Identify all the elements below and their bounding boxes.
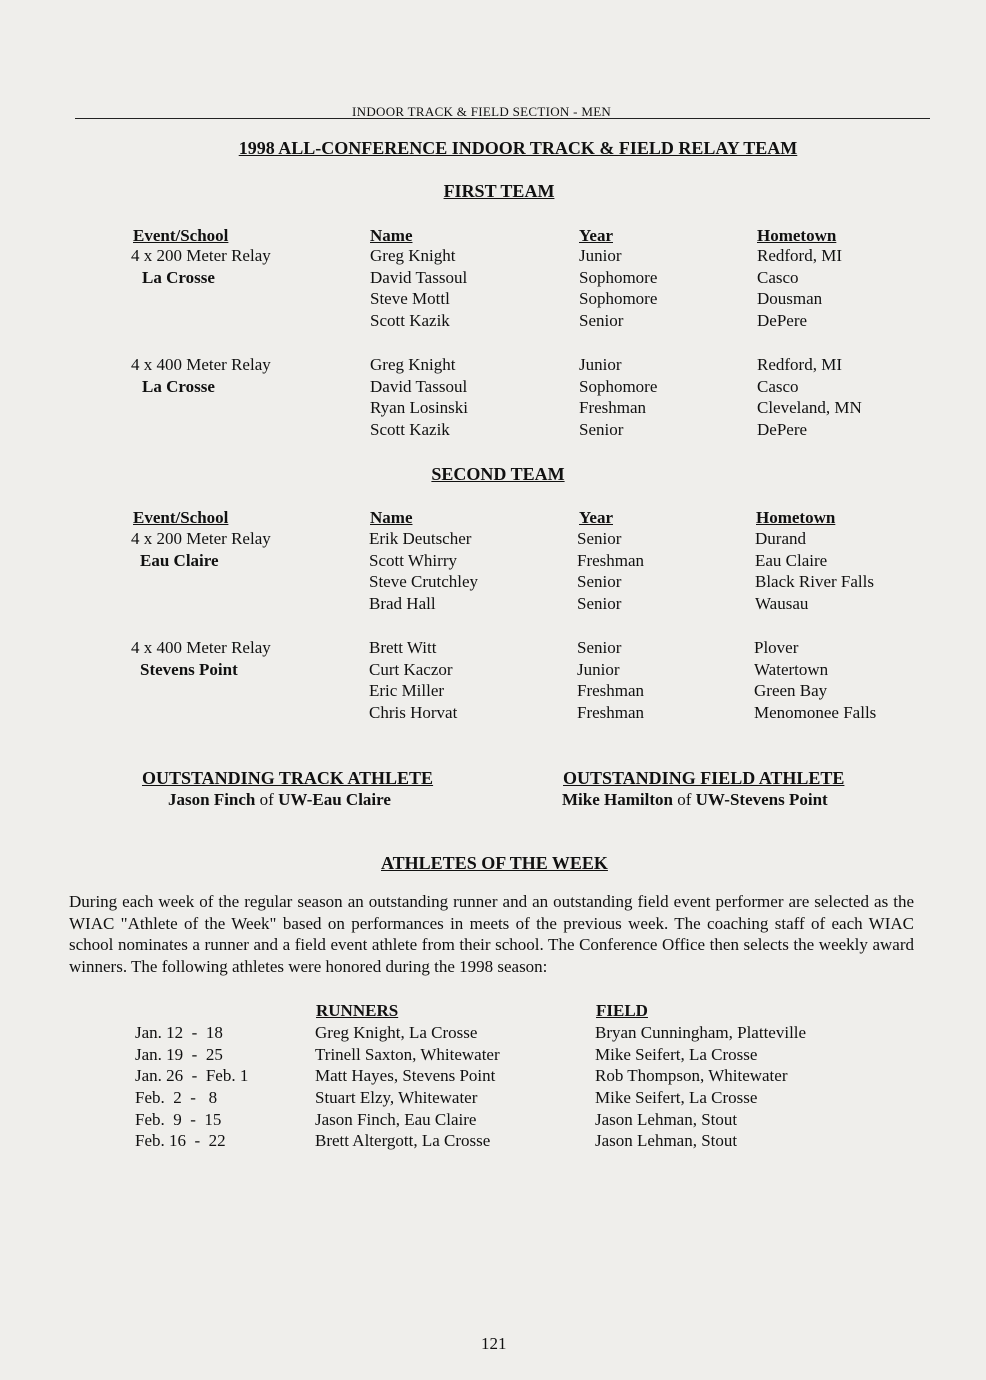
week-dates: Jan. 19 - 25 — [135, 1044, 223, 1064]
outstanding-field-of: of — [677, 790, 692, 809]
week-runner: Stuart Elzy, Whitewater — [315, 1088, 478, 1108]
section-header: INDOOR TRACK & FIELD SECTION - MEN — [352, 104, 612, 119]
athlete-name: Eric Miller — [369, 681, 445, 701]
athlete-year: Junior — [579, 246, 622, 265]
first-team-title: FIRST TEAM — [443, 181, 555, 201]
relay-event: 4 x 400 Meter Relay — [131, 355, 271, 374]
athlete-year: Junior — [577, 659, 620, 679]
week-runner: Greg Knight, La Crosse — [315, 1023, 478, 1042]
outstanding-track-athlete — [168, 790, 391, 810]
outstanding-field-name: Mike Hamilton — [562, 790, 673, 809]
athlete-name: Greg Knight — [370, 246, 456, 265]
week-dates: Feb. 16 - 22 — [135, 1131, 226, 1151]
week-runner: Matt Hayes, Stevens Point — [315, 1066, 496, 1086]
relay-names — [370, 354, 468, 441]
athlete-name: Steve Crutchley — [369, 572, 479, 592]
relay-school: La Crosse — [142, 267, 215, 287]
athlete-year: Freshman — [577, 550, 645, 570]
relay-years — [577, 528, 644, 615]
athlete-hometown: Durand — [755, 529, 806, 548]
athlete-name: Scott Kazik — [370, 311, 450, 331]
athlete-hometown: Eau Claire — [755, 550, 828, 570]
athlete-name: Brad Hall — [369, 594, 436, 614]
week-dates-column — [135, 1022, 248, 1152]
athlete-year: Sophomore — [579, 267, 658, 287]
athlete-hometown: Cleveland, MN — [757, 398, 862, 418]
outstanding-field-school: UW-Stevens Point — [695, 790, 828, 809]
col-name-header: Name — [370, 508, 413, 527]
relay-event-cell — [131, 354, 271, 397]
athlete-year: Senior — [577, 529, 622, 548]
athlete-year: Sophomore — [579, 376, 658, 396]
athlete-year: Senior — [579, 420, 624, 440]
relay-event-cell — [131, 637, 271, 680]
field-column — [595, 1022, 806, 1152]
athlete-name: Brett Witt — [369, 638, 437, 657]
week-field: Bryan Cunningham, Platteville — [595, 1023, 807, 1042]
col-event-header: Event/School — [133, 226, 229, 245]
athlete-hometown: Watertown — [754, 659, 829, 679]
relay-event: 4 x 200 Meter Relay — [131, 246, 271, 265]
athlete-name: David Tassoul — [370, 376, 468, 396]
athlete-name: Greg Knight — [370, 355, 456, 374]
col-year-header: Year — [579, 226, 613, 245]
relay-names — [370, 245, 467, 332]
athlete-hometown: DePere — [757, 311, 808, 331]
athlete-hometown: Redford, MI — [757, 246, 842, 265]
week-field: Jason Lehman, Stout — [595, 1131, 738, 1151]
relay-school: Eau Claire — [140, 550, 219, 570]
athlete-year: Junior — [579, 355, 622, 374]
relay-school: Stevens Point — [140, 659, 238, 679]
athlete-hometown: DePere — [757, 420, 808, 440]
outstanding-track-school: UW-Eau Claire — [278, 790, 391, 809]
relay-years — [579, 245, 657, 332]
athlete-name: Ryan Losinski — [370, 398, 469, 418]
athlete-year: Freshman — [579, 398, 647, 418]
col-year-header: Year — [579, 508, 613, 527]
header-rule — [75, 118, 930, 119]
relay-event: 4 x 200 Meter Relay — [131, 529, 271, 548]
athlete-hometown: Plover — [754, 638, 799, 657]
week-dates: Jan. 26 - Feb. 1 — [135, 1066, 249, 1086]
athlete-year: Freshman — [577, 703, 645, 723]
athlete-year: Senior — [577, 594, 622, 614]
relay-school: La Crosse — [142, 376, 215, 396]
outstanding-track-of: of — [259, 790, 274, 809]
col-hometown-header: Hometown — [756, 508, 836, 527]
relay-hometowns — [757, 245, 842, 332]
athlete-name: Curt Kaczor — [369, 659, 453, 679]
relay-years — [579, 354, 657, 441]
outstanding-field-athlete — [562, 790, 828, 810]
week-field: Rob Thompson, Whitewater — [595, 1066, 788, 1086]
relay-event: 4 x 400 Meter Relay — [131, 638, 271, 657]
athlete-name: Scott Whirry — [369, 550, 457, 570]
week-dates: Feb. 2 - 8 — [135, 1088, 218, 1108]
relay-names — [369, 637, 457, 724]
col-event-header: Event/School — [133, 508, 229, 527]
week-field: Jason Lehman, Stout — [595, 1109, 738, 1129]
runners-header: RUNNERS — [316, 1001, 399, 1020]
col-name-header: Name — [370, 226, 413, 245]
week-runner: Jason Finch, Eau Claire — [315, 1109, 477, 1129]
relay-names — [369, 528, 478, 615]
relay-event-cell — [131, 245, 271, 288]
athlete-hometown: Menomonee Falls — [754, 703, 877, 723]
relay-hometowns — [755, 528, 874, 615]
athlete-name: Steve Mottl — [370, 289, 450, 309]
relay-hometowns — [757, 354, 862, 441]
week-field: Mike Seifert, La Crosse — [595, 1044, 758, 1064]
athlete-name: Erik Deutscher — [369, 529, 472, 548]
athlete-hometown: Dousman — [757, 289, 823, 309]
athlete-name: David Tassoul — [370, 267, 468, 287]
week-runner: Brett Altergott, La Crosse — [315, 1131, 491, 1151]
athlete-year: Senior — [579, 311, 624, 331]
athletes-of-week-paragraph: During each week of the regular season an outstanding runner and an outstanding field event performer are selected as the WIAC "Athlete of the Week" based on performances in meets of the previous week. The coaching staff of each WIAC school nominates a runner and a field event athlete from their school. The Conference Office then selects the weekly award winners. The following athletes were honored during the 1998 season: — [69, 892, 914, 976]
athletes-of-week-title: ATHLETES OF THE WEEK — [381, 853, 608, 873]
athlete-year: Senior — [577, 638, 622, 657]
week-field: Mike Seifert, La Crosse — [595, 1088, 758, 1108]
outstanding-track-title: OUTSTANDING TRACK ATHLETE — [142, 768, 434, 788]
page-title: 1998 ALL-CONFERENCE INDOOR TRACK & FIELD RELAY TEAM — [238, 138, 798, 158]
week-dates: Jan. 12 - 18 — [135, 1023, 223, 1042]
athlete-hometown: Wausau — [755, 594, 809, 614]
outstanding-field-title: OUTSTANDING FIELD ATHLETE — [563, 768, 845, 788]
athlete-year: Sophomore — [579, 289, 658, 309]
athlete-year: Senior — [577, 572, 622, 592]
athlete-name: Scott Kazik — [370, 420, 450, 440]
week-dates: Feb. 9 - 15 — [135, 1109, 222, 1129]
second-team-title: SECOND TEAM — [431, 464, 565, 484]
athlete-year: Freshman — [577, 681, 645, 701]
athlete-hometown: Black River Falls — [755, 572, 874, 592]
week-runner: Trinell Saxton, Whitewater — [315, 1044, 500, 1064]
outstanding-track-name: Jason Finch — [168, 790, 256, 809]
athlete-name: Chris Horvat — [369, 703, 458, 723]
col-hometown-header: Hometown — [757, 226, 837, 245]
runners-column — [315, 1022, 500, 1152]
relay-event-cell — [131, 528, 271, 571]
relay-hometowns — [754, 637, 876, 724]
athlete-hometown: Casco — [757, 376, 799, 396]
athlete-hometown: Casco — [757, 267, 799, 287]
relay-years — [577, 637, 644, 724]
athlete-hometown: Redford, MI — [757, 355, 842, 374]
athlete-hometown: Green Bay — [754, 681, 828, 701]
page-number: 121 — [481, 1334, 507, 1353]
field-header: FIELD — [596, 1001, 648, 1020]
